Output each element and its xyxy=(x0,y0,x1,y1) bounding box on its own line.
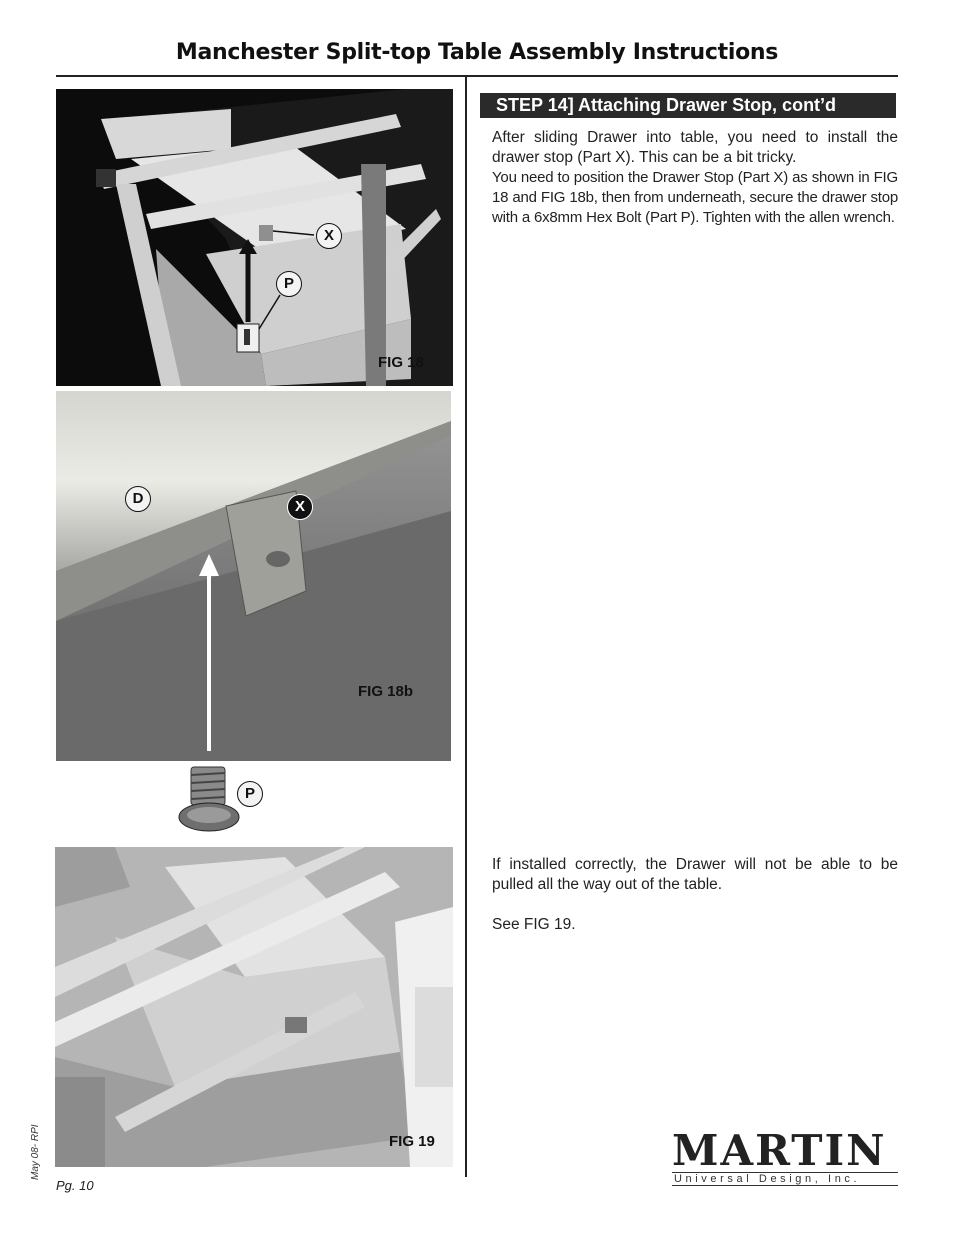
hex-bolt-photo xyxy=(175,763,275,835)
fig-18b-drawing xyxy=(56,391,451,761)
see-fig-para: See FIG 19. xyxy=(492,916,576,933)
fig-18-photo xyxy=(56,89,453,386)
fig-19-drawing xyxy=(55,847,453,1167)
fig-18-callout-x: X xyxy=(316,223,342,249)
step-heading: STEP 14] Attaching Drawer Stop, cont’d xyxy=(496,95,837,115)
fig-19-label: FIG 19 xyxy=(389,1133,435,1150)
fig-19-photo xyxy=(55,847,453,1167)
step-heading-bar xyxy=(480,93,896,118)
revision-date: May 08- RPI xyxy=(30,1124,41,1180)
bolt-callout-p: P xyxy=(237,781,263,807)
header-rule xyxy=(56,75,898,77)
fig-18-drawing xyxy=(56,89,453,386)
result-block xyxy=(492,855,898,935)
fig-18-label: FIG 18 xyxy=(378,354,424,371)
logo-subtitle: Universal Design, Inc. xyxy=(672,1172,898,1186)
fig-18b-photo xyxy=(56,391,451,761)
page-number: Pg. 10 xyxy=(56,1178,94,1193)
column-divider xyxy=(465,77,467,1177)
instruction-para-1: After sliding Drawer into table, you need to install the drawer stop (Part X). This can be a bit tricky. xyxy=(492,129,898,166)
instruction-para-2: You need to position the Drawer Stop (Part X) as shown in FIG 18 and FIG 18b, then from underneath, secure the drawer stop with a 6x8mm Hex Bolt (Part P). Tighten with the allen wrench. xyxy=(492,169,898,226)
page-title: Manchester Split-top Table Assembly Instructions xyxy=(175,40,779,65)
martin-logo xyxy=(672,1126,898,1186)
fig-18b-callout-x: X xyxy=(287,494,313,520)
instructions-block xyxy=(492,128,898,228)
fig-18b-label: FIG 18b xyxy=(358,683,414,700)
result-para: If installed correctly, the Drawer will not be able to be pulled all the way out of the table. xyxy=(492,856,898,893)
logo-wordmark: MARTIN xyxy=(672,1126,887,1175)
fig-18b-callout-d: D xyxy=(125,486,151,512)
fig-18-callout-p: P xyxy=(276,271,302,297)
